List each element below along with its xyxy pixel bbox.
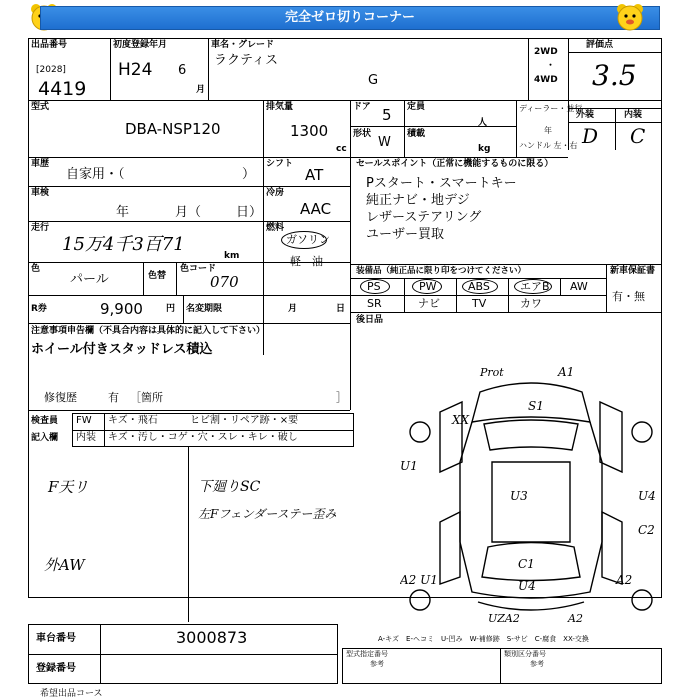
car-name: ラクティス bbox=[214, 53, 278, 68]
capacity-unit: 人 bbox=[478, 118, 488, 128]
note-left-2: 外AW bbox=[44, 556, 85, 574]
insp-interior: 内装 bbox=[76, 432, 96, 443]
mark-s1: S1 bbox=[528, 399, 544, 413]
shape-label: 形状 bbox=[353, 129, 372, 139]
insp-fw: FW bbox=[76, 415, 92, 426]
evaluation-label: 評価点 bbox=[586, 40, 614, 50]
history-close: ） bbox=[242, 167, 256, 182]
class-label: 類別区分番号 bbox=[504, 650, 546, 658]
first-reg-month-unit: 月 bbox=[196, 85, 206, 95]
capacity-label: 定員 bbox=[407, 102, 426, 112]
fuel-gas: ガソリン bbox=[286, 233, 330, 246]
shape-value: W bbox=[378, 135, 391, 150]
mark-c1: C1 bbox=[518, 557, 535, 571]
rear-date-label: 後日品 bbox=[356, 315, 384, 325]
insp-interior-items: キズ・汚し・コゲ・穴・スレ・キレ・破し bbox=[108, 432, 298, 443]
mark-a2: A2 bbox=[616, 573, 633, 587]
mark-xx: XX bbox=[452, 413, 470, 427]
equip-airbag: エアB bbox=[520, 280, 550, 293]
first-reg-era: H24 bbox=[118, 60, 153, 80]
equipment-label: 装備品（純正品に限り印をつけてください） bbox=[356, 266, 527, 276]
evaluation-score: 3.5 bbox=[592, 59, 637, 92]
fuel-label: 燃料 bbox=[266, 223, 285, 233]
selling-point-2: 純正ナビ・地デジ bbox=[366, 193, 470, 208]
color-change-label: 色替 bbox=[148, 271, 167, 281]
note-left-1: F天リ bbox=[48, 478, 89, 496]
first-reg-label: 初度登録年月 bbox=[113, 40, 168, 50]
chassis-value: 3000873 bbox=[176, 628, 248, 647]
drive-4wd: 4WD bbox=[534, 75, 558, 85]
drive-2wd: 2WD bbox=[534, 47, 558, 57]
note-right-1: 下廻りSC bbox=[198, 479, 261, 495]
first-reg-month: 6 bbox=[178, 63, 187, 78]
repair-place: ［箇所 bbox=[130, 391, 163, 404]
mark-u1: U1 bbox=[400, 459, 418, 473]
mark-c2: C2 bbox=[638, 523, 655, 537]
history-value: 自家用・（ bbox=[66, 167, 125, 182]
footer-course: 希望出品コース bbox=[40, 689, 103, 699]
mark-az: A2 bbox=[568, 612, 583, 625]
recycle-value: 9,900 bbox=[100, 300, 143, 318]
notes-text: ホイール付きスタッドレス積込 bbox=[31, 342, 213, 357]
equip-aw: AW bbox=[570, 280, 588, 293]
inspection-label: 車検 bbox=[31, 188, 50, 198]
equip-sr: SR bbox=[367, 297, 382, 310]
color-code-label: 色コード bbox=[180, 264, 217, 274]
load-label: 積載 bbox=[407, 129, 426, 139]
type-cert-label: 型式指定番号 bbox=[346, 650, 388, 658]
model-value: DBA-NSP120 bbox=[125, 120, 221, 138]
equip-pw: PW bbox=[419, 280, 437, 293]
selling-point-3: レザーステアリング bbox=[366, 210, 482, 225]
recycle-unit: 円 bbox=[166, 304, 176, 314]
mileage-value: 15万4千3百71 bbox=[62, 234, 185, 255]
inspection-day: 日） bbox=[236, 205, 263, 220]
ac-label: 冷房 bbox=[266, 188, 285, 198]
selling-point-4: ユーザー買取 bbox=[366, 227, 445, 242]
reg-label: 登録番号 bbox=[36, 663, 76, 674]
exterior-label: 外装 bbox=[576, 110, 595, 120]
equip-tv: TV bbox=[472, 297, 487, 310]
color-label: 色 bbox=[31, 264, 41, 274]
insp-scratch-stone: キズ・飛石 bbox=[108, 415, 158, 426]
name-change-day: 日 bbox=[336, 304, 346, 314]
model-label: 型式 bbox=[31, 102, 50, 112]
color-code: 070 bbox=[210, 273, 239, 291]
inspector-label: 検査員 bbox=[31, 416, 59, 426]
car-grade: G bbox=[368, 73, 379, 88]
inspection-month: 月（ bbox=[175, 205, 202, 220]
name-change-label: 名変期限 bbox=[186, 304, 223, 314]
repair-close: ］ bbox=[336, 391, 347, 404]
inspection-year: 年 bbox=[116, 205, 130, 220]
title-bar bbox=[40, 6, 660, 30]
mark-a1: A1 bbox=[558, 365, 575, 379]
type-cert-ref: 参考 bbox=[370, 660, 384, 668]
repair-value: 有 bbox=[108, 391, 119, 404]
name-change-month: 月 bbox=[288, 304, 298, 314]
load-unit: kg bbox=[478, 144, 491, 154]
insp-crack: ヒビ割・リペア跡・×要 bbox=[190, 415, 299, 426]
entry-label: 記入欄 bbox=[31, 433, 59, 443]
displacement-label: 排気量 bbox=[266, 102, 294, 112]
displacement-unit: cc bbox=[336, 144, 347, 154]
mark-u4b: U4 bbox=[518, 579, 536, 593]
manual-label: 新車保証書 bbox=[610, 266, 656, 276]
note-right-2: 左Fフェンダーステー歪み bbox=[198, 507, 337, 521]
ac-value: AAC bbox=[300, 200, 332, 218]
mark-prot: Prot bbox=[480, 366, 504, 379]
color-value: パール bbox=[70, 272, 109, 287]
mark-uza2: UZA2 bbox=[488, 612, 520, 625]
chassis-label: 車台番号 bbox=[36, 633, 76, 644]
equip-navi: ナビ bbox=[418, 297, 440, 310]
mark-u3: U3 bbox=[510, 489, 528, 503]
lot-label: 出品番号 bbox=[31, 40, 68, 50]
legend: A-キズ E-ヘコミ U-凹み W-補修跡 S-サビ C-腐食 XX-交換 bbox=[378, 635, 589, 643]
equip-abs: ABS bbox=[468, 280, 490, 293]
type-cert-box bbox=[342, 648, 662, 684]
page-title: 完全ゼロ切りコーナー bbox=[284, 10, 415, 25]
mark-a2u1: A2 U1 bbox=[400, 573, 438, 587]
doors-value: 5 bbox=[382, 106, 392, 124]
bear-mascot-right-icon bbox=[614, 2, 646, 36]
equip-leather: カワ bbox=[520, 297, 542, 310]
interior-grade: C bbox=[630, 124, 646, 148]
notes-label: 注意事項申告欄（不具合内容は具体的に記入して下さい） bbox=[31, 326, 266, 336]
exterior-grade: D bbox=[582, 124, 599, 148]
recycle-label: R券 bbox=[31, 304, 47, 314]
car-damage-diagram bbox=[400, 352, 662, 634]
handle-label: ハンドル 左・右 bbox=[519, 141, 578, 150]
drive-dot: ・ bbox=[546, 61, 556, 71]
history-label: 車歴 bbox=[31, 159, 50, 169]
equip-ps: PS bbox=[367, 280, 381, 293]
mileage-label: 走行 bbox=[31, 223, 50, 233]
mark-u4: U4 bbox=[638, 489, 656, 503]
dealer-year-unit: 年 bbox=[544, 126, 552, 135]
shift-value: AT bbox=[305, 166, 324, 184]
selling-points-label: セールスポイント（正常に機能するものに限る） bbox=[356, 159, 554, 169]
displacement-value: 1300 bbox=[290, 122, 329, 140]
car-label: 車名・グレード bbox=[211, 40, 275, 50]
shift-label: シフト bbox=[266, 159, 294, 169]
repair-label: 修復歴 bbox=[44, 391, 77, 404]
lot-sub: [2028] bbox=[36, 65, 66, 75]
lot-number: 4419 bbox=[38, 78, 87, 100]
dealer-label: ディーラー・並行 bbox=[519, 104, 583, 113]
fuel-diesel: 軽 油 bbox=[290, 255, 323, 268]
manual-value: 有・無 bbox=[612, 290, 645, 303]
selling-point-1: Pスタート・スマートキー bbox=[366, 176, 517, 191]
class-ref: 参考 bbox=[530, 660, 544, 668]
doors-label: ドア bbox=[353, 102, 371, 112]
interior-label: 内装 bbox=[624, 110, 643, 120]
mileage-unit: km bbox=[224, 251, 240, 261]
